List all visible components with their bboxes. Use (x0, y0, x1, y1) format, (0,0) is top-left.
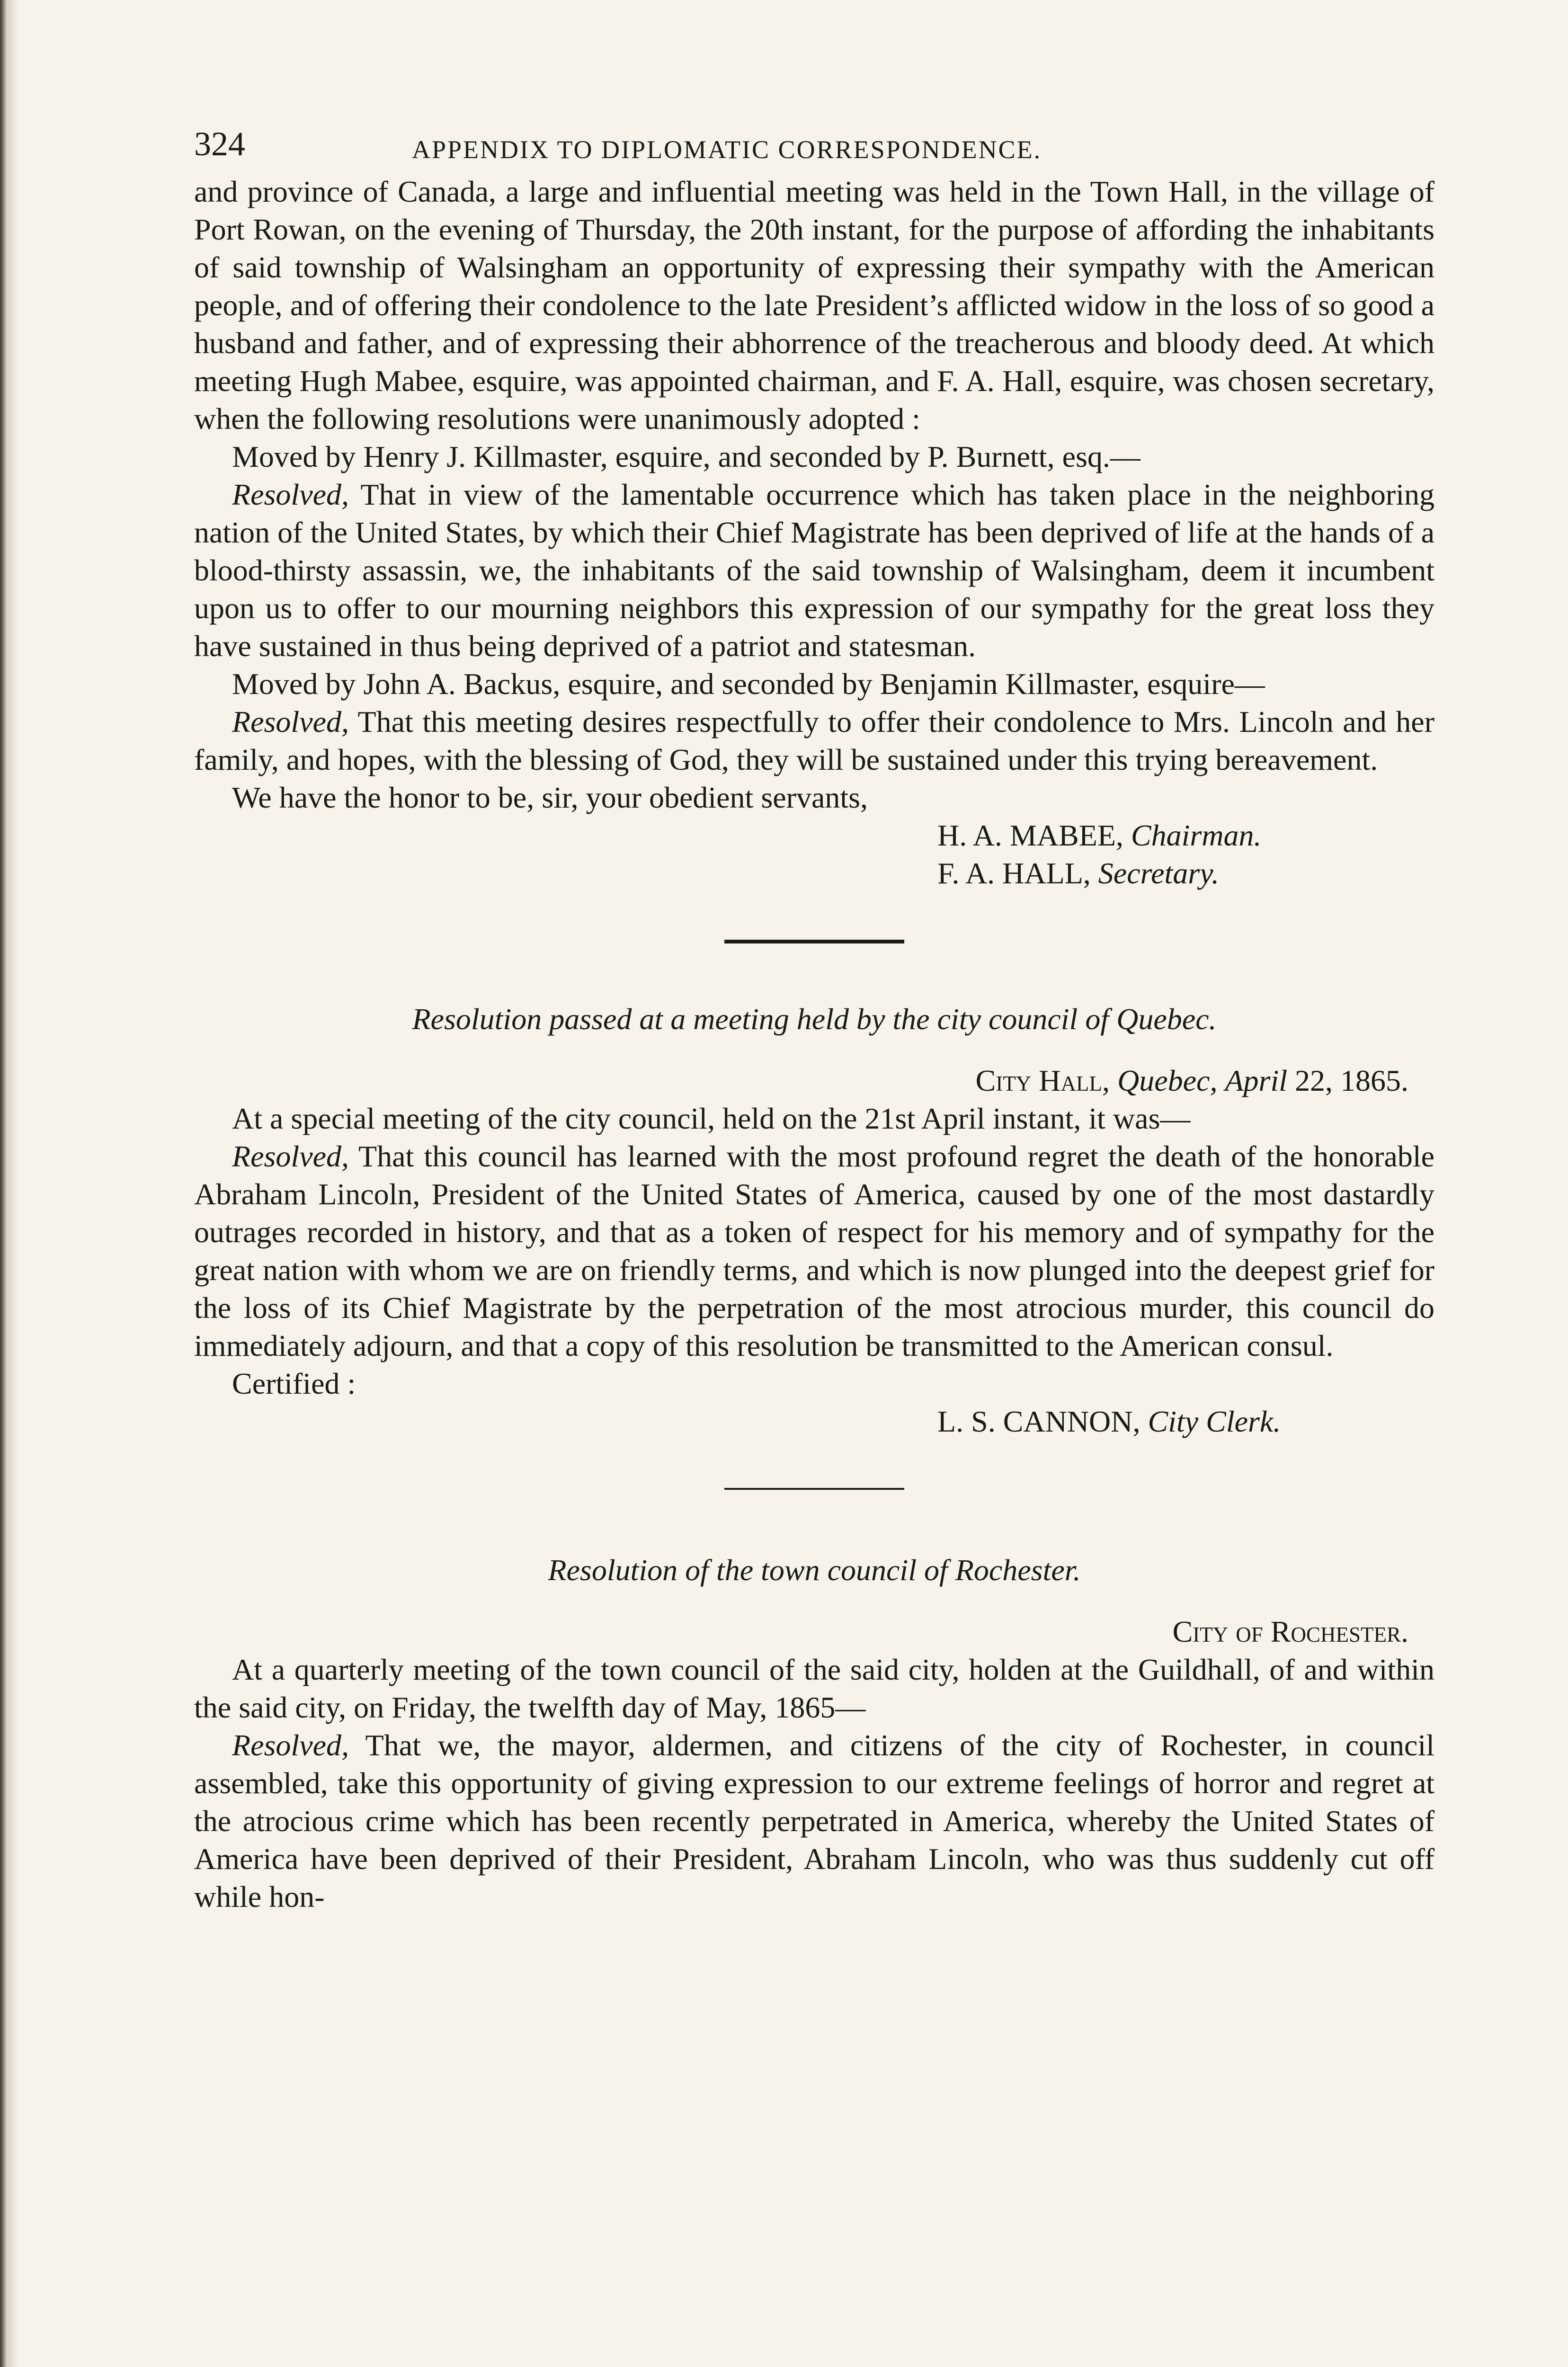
walsingham-resolution-2 (194, 703, 1434, 779)
resolved-label: Resolved, (232, 1728, 349, 1762)
dateline-city: Quebec, (1117, 1064, 1218, 1097)
quebec-dateline (194, 1062, 1434, 1100)
document-page (194, 121, 1434, 1916)
section-divider (724, 1488, 904, 1490)
running-head (194, 121, 1434, 173)
quebec-resolution (194, 1138, 1434, 1365)
quebec-certified: Certified : (232, 1367, 356, 1400)
resolved-label: Resolved, (232, 478, 349, 511)
signature-city-clerk (937, 1403, 1434, 1441)
walsingham-intro-paragraph: and province of Canada, a large and influential meeting was held in the Town Hall, in the village of Port Rowan, on the evening of Thursday, the 20th instant, for the purpose of affording the inhabitants of said township of Walsingham an opportunity of expressing their sympathy with the American people, and of offering their condolence to the late President’s afflicted widow in the loss of so good a husband and father, and of expressing their abhorrence of the treacherous and bloody deed. At which meeting Hugh Mabee, esquire, was appointed chairman, and F. A. Hall, esquire, was chosen secretary, when the following resolutions were unanimously adopted : (194, 175, 1434, 436)
running-title: APPENDIX TO DIPLOMATIC CORRESPONDENCE. (412, 135, 1042, 164)
walsingham-motion-2: Moved by John A. Backus, esquire, and seconded by Benjamin Killmaster, esquire— (232, 667, 1265, 701)
signatory-title: Chairman. (1131, 819, 1262, 852)
signatory-title: Secretary. (1098, 856, 1220, 890)
rochester-dateline: City of Rochester. (1172, 1615, 1408, 1648)
signatory-title: City Clerk. (1148, 1405, 1281, 1438)
resolved-label: Resolved, (232, 1139, 349, 1173)
dateline-place: City Hall, (975, 1064, 1110, 1097)
signature-secretary (937, 854, 1434, 892)
section-divider (724, 940, 904, 943)
walsingham-motion-1: Moved by Henry J. Killmaster, esquire, and seconded by P. Burnett, esq.— (232, 440, 1140, 473)
quebec-heading: Resolution passed at a meeting held by the city council of Quebec. (412, 1002, 1217, 1036)
signatory-name: H. A. MABEE, (937, 819, 1123, 852)
walsingham-closing: We have the honor to be, sir, your obedient servants, (232, 781, 868, 814)
rochester-intro: At a quarterly meeting of the town council of the said city, holden at the Guildhall, of and within the said city, on Friday, the twelfth day of May, 1865— (194, 1653, 1434, 1724)
resolution-text: That in view of the lamentable occurrence which has taken place in the neighboring nation of the United States, by which their Chief Magistrate has been deprived of life at the hands of a blood-thirsty assassin, we, the inhabitants of the said township of Walsingham, deem it incumbent upon us to offer to our mourning neighbors this expression of our sympathy for the great loss they have sustained in thus being deprived of a patriot and statesman. (194, 478, 1434, 663)
page-number: 324 (194, 125, 245, 163)
quebec-intro: At a special meeting of the city council, held on the 21st April instant, it was— (232, 1102, 1191, 1135)
walsingham-signatures (194, 817, 1434, 892)
rochester-heading: Resolution of the town council of Rochester. (548, 1553, 1081, 1587)
quebec-signature (194, 1403, 1434, 1441)
page-binding-edge (0, 0, 19, 2367)
resolved-label: Resolved, (232, 705, 349, 739)
walsingham-resolution-1 (194, 476, 1434, 665)
dateline-month: April (1225, 1064, 1287, 1097)
signatory-name: F. A. HALL, (937, 856, 1091, 890)
resolution-text: That this meeting desires respectfully to offer their condolence to Mrs. Lincoln and her family, and hopes, with the blessing of God, they will be sustained under this trying bereavement. (194, 705, 1435, 776)
rochester-resolution (194, 1726, 1434, 1916)
signatory-name: L. S. CANNON, (937, 1405, 1140, 1438)
resolution-text: That this council has learned with the most profound regret the death of the honorable Abraham Lincoln, President of the United States of America, caused by one of the most dastardly outrages recorded in history, and that as a token of respect for his memory and of sympathy for the great nation with whom we are on friendly terms, and which is now plunged into the deepest grief for the loss of its Chief Magistrate by the perpetration of the most atrocious murder, this council do immediately adjourn, and that a copy of this resolution be transmitted to the American consul. (194, 1139, 1435, 1362)
signature-chairman (937, 817, 1434, 854)
dateline-rest: 22, 1865. (1295, 1064, 1408, 1097)
resolution-text: That we, the mayor, aldermen, and citizens of the city of Rochester, in council assembled, take this opportunity of giving expression to our extreme feelings of horror and regret at the atrocious crime which has been recently perpetrated in America, whereby the United States of America have been deprived of their President, Abraham Lincoln, who was thus suddenly cut off while hon- (194, 1728, 1435, 1913)
